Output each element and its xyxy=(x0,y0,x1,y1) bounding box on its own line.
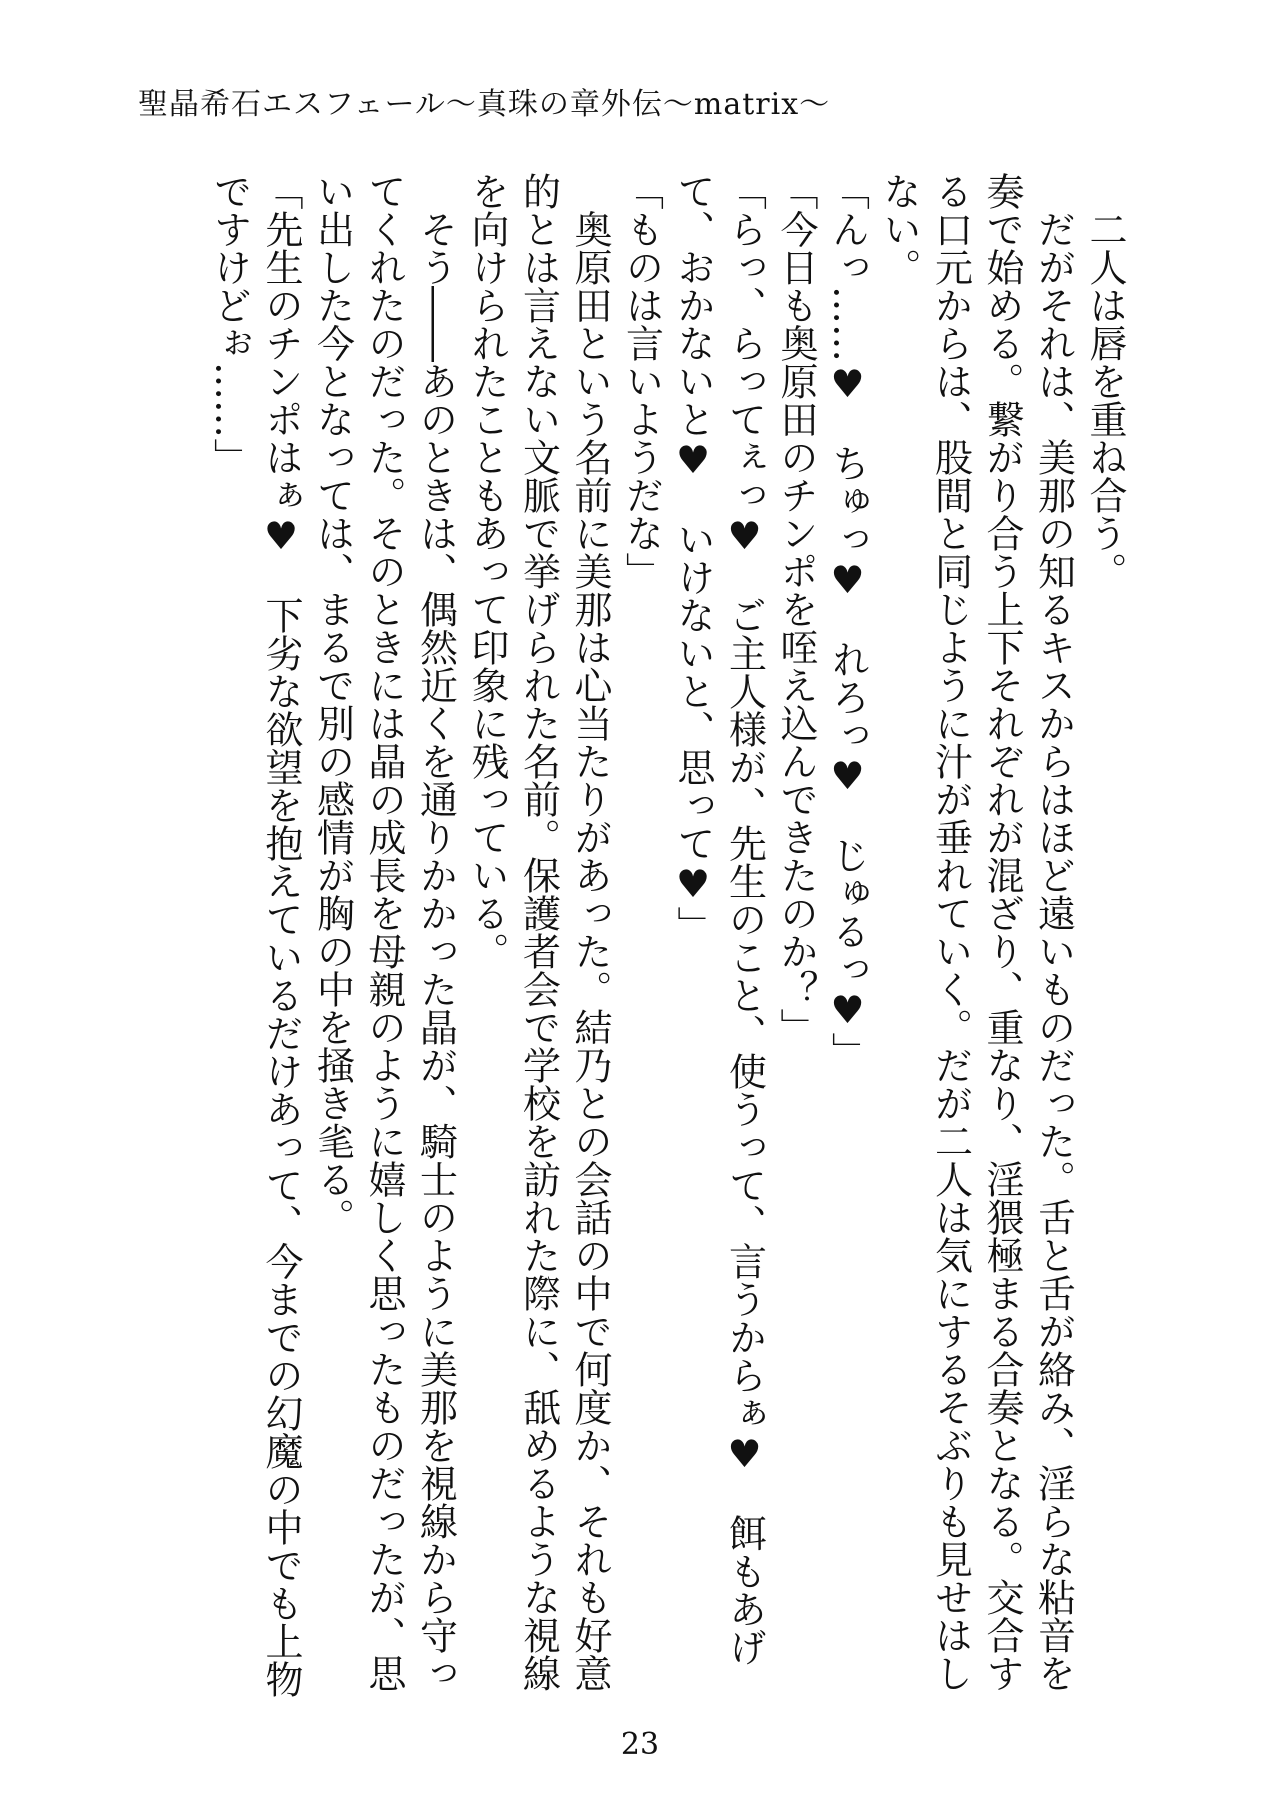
paragraph: そう――あのときは、偶然近くを通りかかった晶が、騎士のように美那を視線から守ってくれたのだった。そのときには晶の成長を母親のように嬉しく思ったものだったが、思い出した今となっては、まるで別の感情が胸の中を掻き毟る。 xyxy=(310,172,458,1692)
dialogue-line: 「らっ、らってぇっ♥ ご主人様が、先生のこと、使うって、言うからぁ♥ 餌もあげて、おかないと♥ いけないと、思って♥」 xyxy=(671,172,767,1666)
paragraph: 奥原田という名前に美那は心当たりがあった。結乃との会話の中で何度か、それも好意的とは言えない文脈で挙げられた名前。保護者会で学校を訪れた際に、舐めるような視線を向けられたこともあって印象に残っている。 xyxy=(465,172,612,1692)
body-text xyxy=(130,172,1130,1712)
dialogue-line: 「ものは言いようだな」 xyxy=(619,172,664,590)
running-header: 聖晶希石エスフェール～真珠の章外伝～matrix～ xyxy=(138,87,831,122)
page-number: 23 xyxy=(620,1727,660,1762)
dialogue-line: 「先生のチンポはぁ♥ 下劣な欲望を抱えているだけあって、今までの幻魔の中でも上物ですけどぉ……」 xyxy=(207,172,303,1698)
dialogue-line: 「んっ……♥ ちゅっ♥ れろっ♥ じゅるっ♥」 xyxy=(825,172,870,1070)
paragraph: だがそれは、美那の知るキスからはほど遠いものだった。舌と舌が絡み、淫らな粘音を奏で始める。繋がり合う上下それぞれが混ざり、重なり、淫猥極まる合奏となる。交合する口元からは、股間と同じように汁が垂れていく。だが二人は気にするそぶりも見せはしない。 xyxy=(877,172,1076,1692)
dialogue-line: 「今日も奥原田のチンポを咥え込んできたのか？」 xyxy=(774,172,818,1046)
paragraph: 二人は唇を重ね合う。 xyxy=(1083,172,1127,590)
